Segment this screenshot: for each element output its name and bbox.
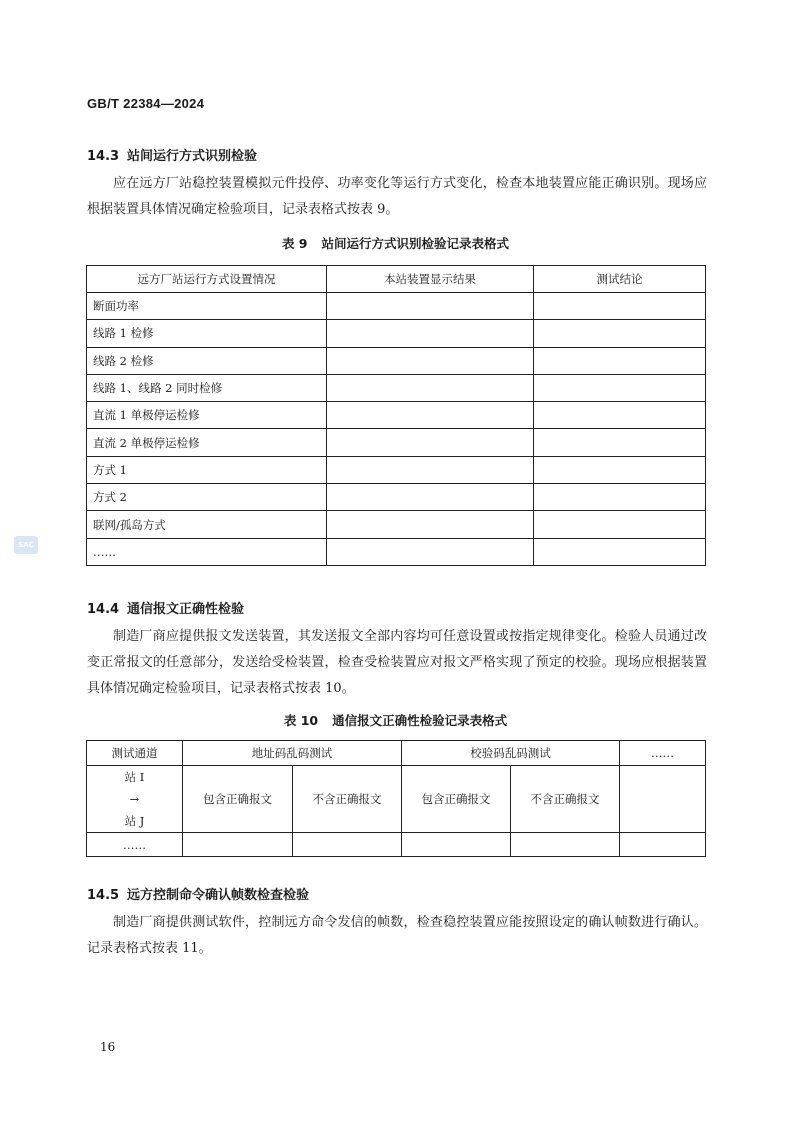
row-label: …… [87, 538, 327, 565]
table-row [87, 833, 706, 857]
section-title: 通信报文正确性检验 [127, 602, 245, 617]
column-header: 远方厂站运行方式设置情况 [87, 266, 327, 293]
section-paragraph-14-4: 制造厂商应提供报文发送装置，其发送报文全部内容均可任意设置或按指定规律变化。检验人员通过改变正常报文的任意部分，发送给受检装置，检查受检装置应对报文严格实现了预定的校验。现场应根据装置具体情况确定检验项目，记录表格式按表 10。 [87, 629, 707, 696]
channel-to: 站 J [124, 814, 145, 828]
column-header: 地址码乱码测试 [183, 741, 402, 766]
row-label: 线路 2 检修 [87, 347, 327, 374]
table-row [87, 538, 706, 565]
table-header-row [87, 741, 706, 766]
column-header: 测试通道 [87, 741, 183, 766]
table-row [87, 511, 706, 538]
table-row [87, 402, 706, 429]
table-label: 表 10 [283, 713, 319, 728]
table-cell [534, 320, 706, 347]
row-label: 联网/孤岛方式 [87, 511, 327, 538]
section-number: 14.3 [87, 149, 120, 164]
table-cell [534, 347, 706, 374]
section-paragraph-14-3: 应在远方厂站稳控装置模拟元件投停、功率变化等运行方式变化，检查本地装置应能正确识别。现场应根据装置具体情况确定检验项目，记录表格式按表 9。 [87, 176, 707, 217]
row-label: 线路 1、线路 2 同时检修 [87, 374, 327, 401]
table-cell [534, 402, 706, 429]
table-cell [534, 429, 706, 456]
table-cell [327, 293, 534, 320]
table-cell [327, 456, 534, 483]
table-cell [620, 833, 706, 857]
section-number: 14.5 [87, 888, 120, 903]
table-cell [293, 833, 402, 857]
section-heading-14-3 [87, 145, 257, 164]
table-cell [327, 511, 534, 538]
table-cell [327, 402, 534, 429]
section-title: 站间运行方式识别检验 [127, 149, 258, 164]
table-cell [327, 347, 534, 374]
table-row [87, 320, 706, 347]
table-10-caption [87, 711, 704, 729]
table-row [87, 429, 706, 456]
section-heading-14-5 [87, 884, 309, 903]
table-row [87, 456, 706, 483]
table-title: 站间运行方式识别检验记录表格式 [321, 236, 510, 251]
page-number: 16 [100, 1040, 116, 1054]
table-cell [620, 766, 706, 833]
table-cell: 包含正确报文 [183, 766, 293, 833]
table-cell [402, 833, 511, 857]
table-header-row [87, 266, 706, 293]
table-cell: 不含正确报文 [511, 766, 620, 833]
table-cell: 包含正确报文 [402, 766, 511, 833]
table-10 [86, 740, 706, 857]
standard-code: GB/T 22384—2024 [87, 96, 205, 111]
row-label: 断面功率 [87, 293, 327, 320]
table-row [87, 374, 706, 401]
table-cell: …… [87, 833, 183, 857]
table-9-caption [87, 234, 704, 252]
table-cell [534, 511, 706, 538]
column-header: 本站装置显示结果 [327, 266, 534, 293]
column-header: …… [620, 741, 706, 766]
table-row [87, 484, 706, 511]
row-label: 直流 2 单极停运检修 [87, 429, 327, 456]
row-label: 直流 1 单极停运检修 [87, 402, 327, 429]
section-paragraph-14-5: 制造厂商提供测试软件，控制远方命令发信的帧数，检查稳控装置应能按照设定的确认帧数进行确认。记录表格式按表 11。 [87, 915, 707, 956]
table-cell [534, 484, 706, 511]
table-cell [183, 833, 293, 857]
channel-cell [87, 766, 183, 833]
section-heading-14-4 [87, 598, 244, 617]
table-cell: 不含正确报文 [293, 766, 402, 833]
table-row [87, 347, 706, 374]
table-cell [534, 538, 706, 565]
column-header: 测试结论 [534, 266, 706, 293]
table-cell [327, 484, 534, 511]
column-header: 校验码乱码测试 [402, 741, 620, 766]
channel-from: 站 I [124, 770, 145, 784]
table-cell [534, 374, 706, 401]
table-cell [327, 320, 534, 347]
table-cell [327, 374, 534, 401]
table-9 [86, 265, 706, 566]
section-title: 远方控制命令确认帧数检查检验 [127, 888, 310, 903]
arrow-icon: → [129, 792, 140, 806]
table-cell [327, 429, 534, 456]
table-cell [534, 456, 706, 483]
section-number: 14.4 [87, 602, 120, 617]
table-title: 通信报文正确性检验记录表格式 [332, 713, 508, 728]
table-cell [511, 833, 620, 857]
table-row [87, 293, 706, 320]
row-label: 方式 2 [87, 484, 327, 511]
table-cell [534, 293, 706, 320]
table-label: 表 9 [281, 236, 308, 251]
table-row [87, 766, 706, 833]
row-label: 线路 1 检修 [87, 320, 327, 347]
row-label: 方式 1 [87, 456, 327, 483]
table-cell [327, 538, 534, 565]
sac-watermark: SAC [14, 536, 38, 554]
